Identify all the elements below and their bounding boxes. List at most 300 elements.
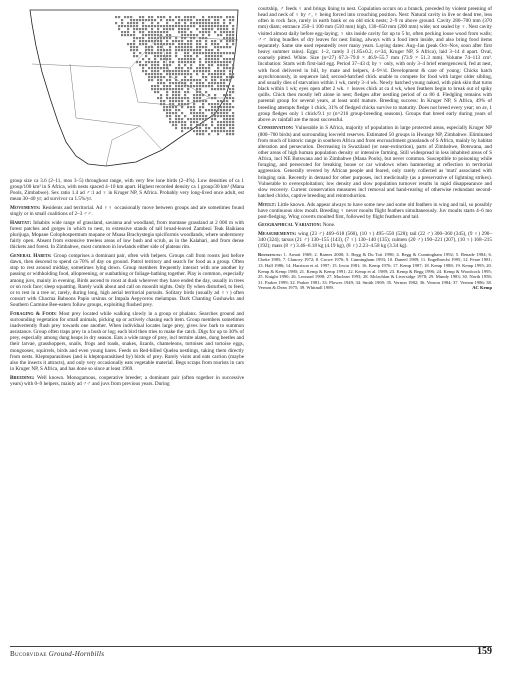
range-cell	[130, 34, 132, 36]
range-cell	[142, 70, 144, 72]
range-cell	[202, 106, 204, 108]
range-cell	[163, 82, 165, 84]
range-cell	[151, 40, 153, 42]
conservation-heading: Conservation:	[258, 125, 294, 132]
range-cell	[178, 97, 180, 99]
range-cell	[211, 25, 213, 27]
range-cell	[226, 109, 228, 111]
range-cell	[229, 22, 231, 24]
range-cell	[148, 46, 150, 48]
range-cell	[136, 25, 138, 27]
range-cell	[184, 97, 186, 99]
range-cell	[163, 85, 165, 87]
range-cell	[166, 85, 168, 87]
range-cell	[151, 61, 153, 63]
range-cell	[151, 70, 153, 72]
range-cell	[223, 100, 225, 102]
range-cell	[166, 97, 168, 99]
range-cell	[124, 34, 126, 36]
range-cell	[181, 79, 183, 81]
range-cell	[136, 46, 138, 48]
range-cell	[148, 79, 150, 81]
range-cell	[181, 43, 183, 45]
measurements-heading: Measurements:	[258, 231, 297, 238]
range-cell	[205, 70, 207, 72]
range-cell	[196, 85, 198, 87]
range-cell	[130, 49, 132, 51]
range-cell	[199, 127, 201, 129]
range-cell	[229, 79, 231, 81]
range-cell	[139, 61, 141, 63]
range-cell	[166, 91, 168, 93]
range-cell	[196, 118, 198, 120]
range-cell	[175, 85, 177, 87]
range-cell	[187, 28, 189, 30]
range-cell	[145, 34, 147, 36]
range-cell	[136, 37, 138, 39]
range-cell	[226, 133, 228, 135]
range-cell	[220, 64, 222, 66]
range-cell	[160, 76, 162, 78]
range-cell	[187, 79, 189, 81]
range-cell	[226, 16, 228, 18]
range-cell	[193, 25, 195, 27]
range-cell	[196, 94, 198, 96]
range-cell	[199, 115, 201, 117]
range-cell	[190, 106, 192, 108]
range-cell	[187, 103, 189, 105]
foraging-section	[10, 311, 244, 373]
range-cell	[175, 37, 177, 39]
range-cell	[142, 28, 144, 30]
range-cell	[154, 64, 156, 66]
range-cell	[226, 67, 228, 69]
range-cell	[172, 28, 174, 30]
range-cell	[166, 55, 168, 57]
range-cell	[220, 40, 222, 42]
range-cell	[211, 52, 213, 54]
range-cell	[175, 127, 177, 129]
range-cell	[199, 109, 201, 111]
range-cell	[139, 28, 141, 30]
general-habits-section	[10, 253, 244, 308]
range-cell	[214, 109, 216, 111]
range-cell	[163, 55, 165, 57]
range-cell	[190, 34, 192, 36]
range-cell	[226, 25, 228, 27]
range-cell	[226, 121, 228, 123]
range-cell	[181, 121, 183, 123]
range-cell	[208, 31, 210, 33]
range-cell	[193, 115, 195, 117]
range-cell	[205, 109, 207, 111]
range-cell	[226, 58, 228, 60]
range-cell	[151, 46, 153, 48]
range-cell	[220, 79, 222, 81]
range-cell	[199, 25, 201, 27]
range-cell	[199, 112, 201, 114]
range-cell	[193, 61, 195, 63]
habitat-section	[10, 220, 244, 251]
range-cell	[175, 100, 177, 102]
range-cell	[211, 40, 213, 42]
range-cell	[196, 55, 198, 57]
range-cell	[136, 28, 138, 30]
range-cell	[229, 88, 231, 90]
range-cell	[202, 67, 204, 69]
range-cell	[175, 121, 177, 123]
footer-genus: Ground-Hornbills	[48, 650, 105, 658]
range-cell	[199, 133, 201, 135]
range-cell	[130, 22, 132, 24]
range-cell	[187, 97, 189, 99]
range-cell	[208, 34, 210, 36]
range-cell	[166, 52, 168, 54]
range-cell	[181, 112, 183, 114]
range-cell	[154, 52, 156, 54]
range-cell	[229, 31, 231, 33]
range-cell	[169, 70, 171, 72]
range-cell	[205, 43, 207, 45]
range-cell	[169, 28, 171, 30]
range-cell	[178, 43, 180, 45]
range-cell	[196, 82, 198, 84]
author-credit: AC Kemp	[472, 285, 492, 291]
range-cell	[181, 85, 183, 87]
range-cell	[148, 37, 150, 39]
range-cell	[211, 88, 213, 90]
range-cell	[154, 40, 156, 42]
range-cell	[151, 16, 153, 18]
range-cell	[130, 46, 132, 48]
range-cell	[178, 109, 180, 111]
range-cell	[184, 22, 186, 24]
range-cell	[181, 61, 183, 63]
range-cell	[214, 112, 216, 114]
range-cell	[226, 43, 228, 45]
range-cell	[163, 49, 165, 51]
range-cell	[184, 121, 186, 123]
range-cell	[232, 91, 234, 93]
range-cell	[196, 133, 198, 135]
range-cell	[181, 46, 183, 48]
range-cell	[148, 67, 150, 69]
range-cell	[184, 85, 186, 87]
range-cell	[196, 115, 198, 117]
range-cell	[193, 79, 195, 81]
range-cell	[160, 46, 162, 48]
right-column	[258, 6, 492, 640]
range-cell	[229, 52, 231, 54]
range-cell	[220, 121, 222, 123]
range-cell	[160, 67, 162, 69]
range-cell	[232, 100, 234, 102]
range-cell	[196, 130, 198, 132]
range-cell	[223, 31, 225, 33]
range-cell	[172, 112, 174, 114]
range-cell	[211, 118, 213, 120]
range-cell	[205, 19, 207, 21]
range-cell	[217, 43, 219, 45]
range-cell	[211, 22, 213, 24]
range-cell	[127, 16, 129, 18]
range-cell	[211, 55, 213, 57]
range-cell	[214, 88, 216, 90]
range-cell	[202, 124, 204, 126]
range-cell	[217, 100, 219, 102]
range-cell	[190, 73, 192, 75]
range-cell	[226, 79, 228, 81]
range-cell	[187, 88, 189, 90]
range-cell	[211, 43, 213, 45]
range-cell	[181, 49, 183, 51]
range-cell	[199, 67, 201, 69]
range-cell	[202, 103, 204, 105]
range-cell	[199, 22, 201, 24]
range-cell	[208, 94, 210, 96]
range-cell	[196, 34, 198, 36]
general-habits-heading: General Habits:	[10, 252, 52, 259]
range-cell	[196, 67, 198, 69]
range-cell	[124, 25, 126, 27]
range-cell	[190, 43, 192, 45]
range-cell	[169, 76, 171, 78]
range-cell	[205, 115, 207, 117]
range-cell	[133, 52, 135, 54]
range-cell	[133, 37, 135, 39]
range-cell	[166, 31, 168, 33]
range-cell	[193, 106, 195, 108]
range-cell	[133, 43, 135, 45]
range-cell	[139, 40, 141, 42]
range-cell	[214, 61, 216, 63]
range-cell	[142, 64, 144, 66]
range-cell	[151, 79, 153, 81]
range-cell	[226, 115, 228, 117]
range-cell	[196, 43, 198, 45]
range-cell	[151, 64, 153, 66]
range-cell	[232, 28, 234, 30]
range-cell	[232, 115, 234, 117]
range-cell	[172, 73, 174, 75]
range-cell	[178, 64, 180, 66]
range-cell	[178, 61, 180, 63]
range-cell	[214, 103, 216, 105]
range-cell	[142, 58, 144, 60]
range-cell	[136, 19, 138, 21]
range-cell	[184, 25, 186, 27]
range-cell	[205, 40, 207, 42]
range-cell	[208, 61, 210, 63]
range-cell	[208, 19, 210, 21]
range-cell	[217, 121, 219, 123]
range-cell	[154, 19, 156, 21]
range-cell	[232, 40, 234, 42]
range-cell	[205, 28, 207, 30]
range-cell	[118, 16, 120, 18]
range-cell	[193, 100, 195, 102]
range-cell	[157, 31, 159, 33]
range-cell	[232, 97, 234, 99]
range-cell	[184, 64, 186, 66]
range-cell	[190, 82, 192, 84]
range-cell	[217, 28, 219, 30]
range-cell	[121, 34, 123, 36]
range-cell	[193, 112, 195, 114]
range-cell	[226, 46, 228, 48]
range-cell	[226, 34, 228, 36]
range-cell	[175, 112, 177, 114]
range-cell	[142, 37, 144, 39]
range-cell	[211, 16, 213, 18]
range-cell	[202, 82, 204, 84]
range-cell	[169, 61, 171, 63]
range-cell	[199, 43, 201, 45]
range-cell	[229, 91, 231, 93]
range-cell	[157, 28, 159, 30]
range-cell	[154, 76, 156, 78]
range-cell	[157, 91, 159, 93]
conservation-section	[258, 125, 492, 199]
range-cell	[172, 25, 174, 27]
range-cell	[220, 100, 222, 102]
range-cell	[160, 25, 162, 27]
range-cell	[193, 109, 195, 111]
range-cell	[178, 25, 180, 27]
range-cell	[220, 55, 222, 57]
range-cell	[151, 76, 153, 78]
range-cell	[130, 43, 132, 45]
range-cell	[229, 58, 231, 60]
range-cell	[232, 124, 234, 126]
range-cell	[199, 31, 201, 33]
range-cell	[121, 31, 123, 33]
range-cell	[232, 37, 234, 39]
range-cell	[151, 73, 153, 75]
range-cell	[199, 82, 201, 84]
range-cell	[223, 37, 225, 39]
range-cell	[217, 61, 219, 63]
range-cell	[214, 118, 216, 120]
range-cell	[196, 19, 198, 21]
range-cell	[184, 115, 186, 117]
range-cell	[157, 64, 159, 66]
range-cell	[193, 16, 195, 18]
range-cell	[226, 106, 228, 108]
range-cell	[184, 16, 186, 18]
foraging-text: Most prey located while walking slowly in a group or phalanx. Searches ground and surrounding vegetation for small animals, picking up or actively chasing each item. Group members sometimes inadvertently flush prey towards one another. When individual locates large prey, gives low bark to summon assistance. Group often traps prey in a bush or log; each bird then tries to make the catch. Digs for up to 30% of prey, especially among dung heaps in dry season. Eats a wide range of prey, incl termite alates, dung beetles and their larvae, grasshoppers, snails, frogs and toads, snakes, lizards, chameleons, tortoises and tortoise eggs, mongooses, squirrels, birds and even young hares. Feeds on Red-billed Quelea nestlings, taking them directly from nests. Kleptoparasitises (and is kleptoparasitised by) birds of prey. Rarely visits and eats carrion (maybe also the insects it attracts), and only very occasionally eats vegetable material. Begs scraps from tourists in cars in Kruger NP, S Africa, and has done so since at least 1969.	[10, 310, 244, 373]
range-cell	[199, 88, 201, 90]
range-cell	[223, 22, 225, 24]
range-cell	[136, 49, 138, 51]
range-cell	[160, 73, 162, 75]
range-cell	[175, 88, 177, 90]
range-cell	[181, 124, 183, 126]
range-cell	[217, 55, 219, 57]
map-svg	[10, 6, 244, 174]
range-cell	[160, 49, 162, 51]
range-cell	[178, 40, 180, 42]
range-cell	[157, 43, 159, 45]
range-cell	[157, 85, 159, 87]
range-cell	[190, 55, 192, 57]
range-cell	[214, 94, 216, 96]
range-cell	[169, 121, 171, 123]
range-cell	[178, 31, 180, 33]
range-cell	[217, 133, 219, 135]
range-cell	[151, 88, 153, 90]
range-cell	[217, 22, 219, 24]
variation-text: None.	[322, 222, 336, 229]
range-cell	[145, 64, 147, 66]
range-cell	[211, 115, 213, 117]
range-cell	[205, 22, 207, 24]
range-cell	[166, 19, 168, 21]
range-cell	[127, 25, 129, 27]
range-cell	[202, 34, 204, 36]
range-cell	[163, 28, 165, 30]
habitat-text: Inhabits wide range of grassland, savanna and woodland, from montane grassland at 2 000 m with forest patches and gorges in which to nest, to extensive stands of tall broad-leaved Zambezi Teak Baikiaea plurijuga, Mopane Colophospermum mopane or Msasa Brachystegia spiciformis woodlands, where understorey fairly open. Absent from extensive treeless areas of low bush and scrub, as in the Kalahari, and from dense thickets and forest. In Zimbabwe, most common in lowlands either side of plateau rim.	[10, 219, 244, 251]
range-cell	[211, 49, 213, 51]
range-cell	[193, 85, 195, 87]
range-cell	[190, 124, 192, 126]
range-cell	[223, 28, 225, 30]
range-cell	[190, 46, 192, 48]
range-cell	[133, 25, 135, 27]
range-cell	[220, 70, 222, 72]
range-cell	[157, 73, 159, 75]
range-cell	[232, 127, 234, 129]
range-cell	[196, 124, 198, 126]
range-cell	[181, 130, 183, 132]
range-cell	[133, 19, 135, 21]
range-cell	[232, 106, 234, 108]
range-cell	[172, 88, 174, 90]
range-cell	[214, 79, 216, 81]
range-cell	[223, 67, 225, 69]
range-cell	[187, 19, 189, 21]
range-cell	[202, 112, 204, 114]
range-cell	[229, 19, 231, 21]
range-cell	[190, 49, 192, 51]
range-cell	[136, 61, 138, 63]
range-cell	[139, 19, 141, 21]
range-cell	[226, 61, 228, 63]
range-cell	[202, 37, 204, 39]
range-cell	[193, 103, 195, 105]
range-cell	[184, 19, 186, 21]
range-cell	[199, 52, 201, 54]
range-cell	[175, 73, 177, 75]
range-cell	[226, 100, 228, 102]
range-cell	[124, 31, 126, 33]
range-cell	[163, 37, 165, 39]
range-cell	[157, 97, 159, 99]
range-cell	[232, 31, 234, 33]
range-cell	[127, 22, 129, 24]
range-cell	[148, 76, 150, 78]
range-cell	[181, 70, 183, 72]
range-cell	[151, 25, 153, 27]
range-cell	[163, 64, 165, 66]
range-cell	[229, 40, 231, 42]
range-cell	[229, 118, 231, 120]
range-cell	[205, 61, 207, 63]
range-cell	[232, 133, 234, 135]
range-cell	[190, 121, 192, 123]
range-cell	[166, 64, 168, 66]
range-cell	[217, 85, 219, 87]
